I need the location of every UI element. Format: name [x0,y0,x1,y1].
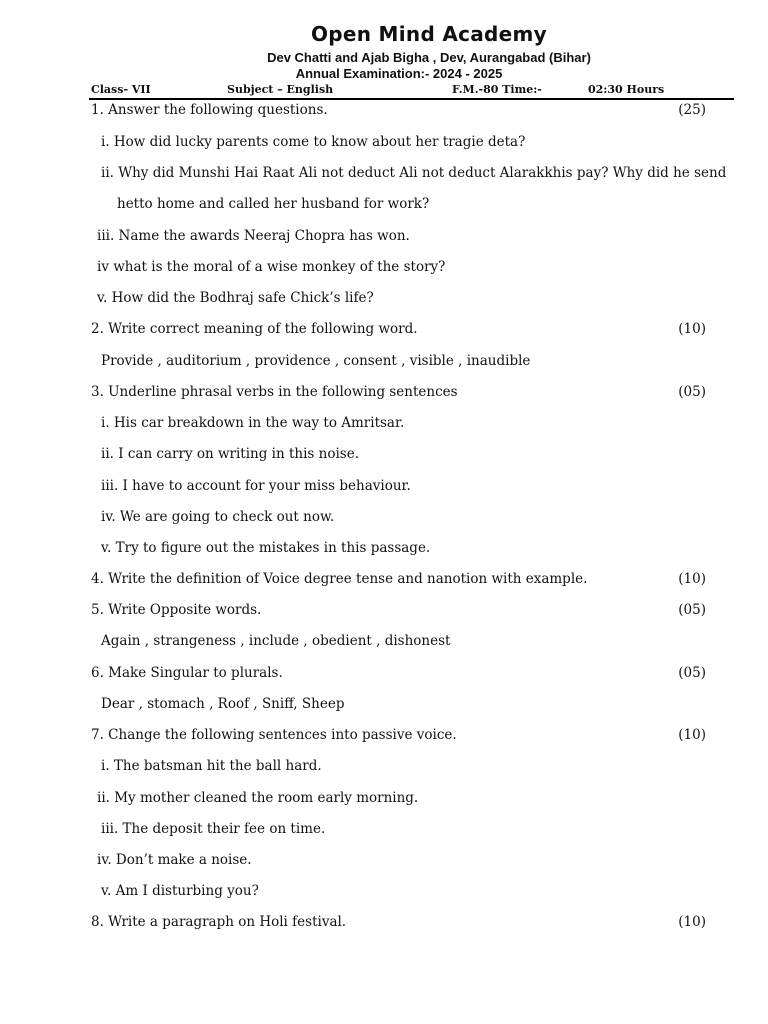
duration-label: 02:30 Hours [588,83,665,96]
question-7: 7. Change the following sentences into passive voice. [91,727,457,743]
question-2-words: Provide , auditorium , providence , consent , visible , inaudible [101,353,531,369]
question-7-item-3: iii. The deposit their fee on time. [101,821,326,837]
subject-label: Subject – English [227,83,334,96]
question-6-marks: (05) [678,665,706,681]
question-3: 3. Underline phrasal verbs in the following sentences [91,384,458,400]
question-1-item-2-continued: hetto home and called her husband for work? [117,196,430,212]
question-8-marks: (10) [678,914,706,930]
question-3-item-4: iv. We are going to check out now. [101,509,335,525]
question-1-item-4: iv what is the moral of a wise monkey of the story? [97,259,446,275]
question-4: 4. Write the definition of Voice degree tense and nanotion with example. [91,571,588,587]
question-5-words: Again , strangeness , include , obedient , dishonest [101,633,451,649]
question-2: 2. Write correct meaning of the following word. [91,321,418,337]
question-1-item-2: ii. Why did Munshi Hai Raat Ali not deduct Ali not deduct Alarakkhis pay? Why did he send [101,165,727,181]
question-3-marks: (05) [678,384,706,400]
question-7-marks: (10) [678,727,706,743]
question-1-marks: (25) [678,102,706,118]
school-name: Open Mind Academy [310,22,548,46]
question-4-marks: (10) [678,571,706,587]
question-5: 5. Write Opposite words. [91,602,262,618]
question-7-item-1: i. The batsman hit the ball hard. [101,758,322,774]
exam-title: Annual Examination:- 2024 - 2025 [295,66,503,81]
question-3-item-5: v. Try to figure out the mistakes in this passage. [101,540,431,556]
question-8: 8. Write a paragraph on Holi festival. [91,914,347,930]
question-2-marks: (10) [678,321,706,337]
question-6-words: Dear , stomach , Roof , Sniff, Sheep [101,696,345,712]
question-5-marks: (05) [678,602,706,618]
question-3-item-1: i. His car breakdown in the way to Amritsar. [101,415,405,431]
question-1-item-1: i. How did lucky parents come to know about her tragie deta? [101,134,526,150]
question-7-item-4: iv. Don’t make a noise. [97,852,252,868]
question-7-item-5: v. Am I disturbing you? [101,883,259,899]
class-label: Class- VII [91,83,151,96]
full-marks-time-label: F.M.-80 Time:- [452,83,542,96]
question-6: 6. Make Singular to plurals. [91,665,283,681]
question-7-item-2: ii. My mother cleaned the room early morning. [97,790,419,806]
header-divider [89,98,734,100]
question-1-item-5: v. How did the Bodhraj safe Chick’s life? [97,290,374,306]
question-1: 1. Answer the following questions. [91,102,328,118]
question-3-item-2: ii. I can carry on writing in this noise. [101,446,359,462]
school-address: Dev Chatti and Ajab Bigha , Dev, Aurangabad (Bihar) [267,50,591,65]
question-1-item-3: iii. Name the awards Neeraj Chopra has won. [97,228,410,244]
question-3-item-3: iii. I have to account for your miss behaviour. [101,478,411,494]
